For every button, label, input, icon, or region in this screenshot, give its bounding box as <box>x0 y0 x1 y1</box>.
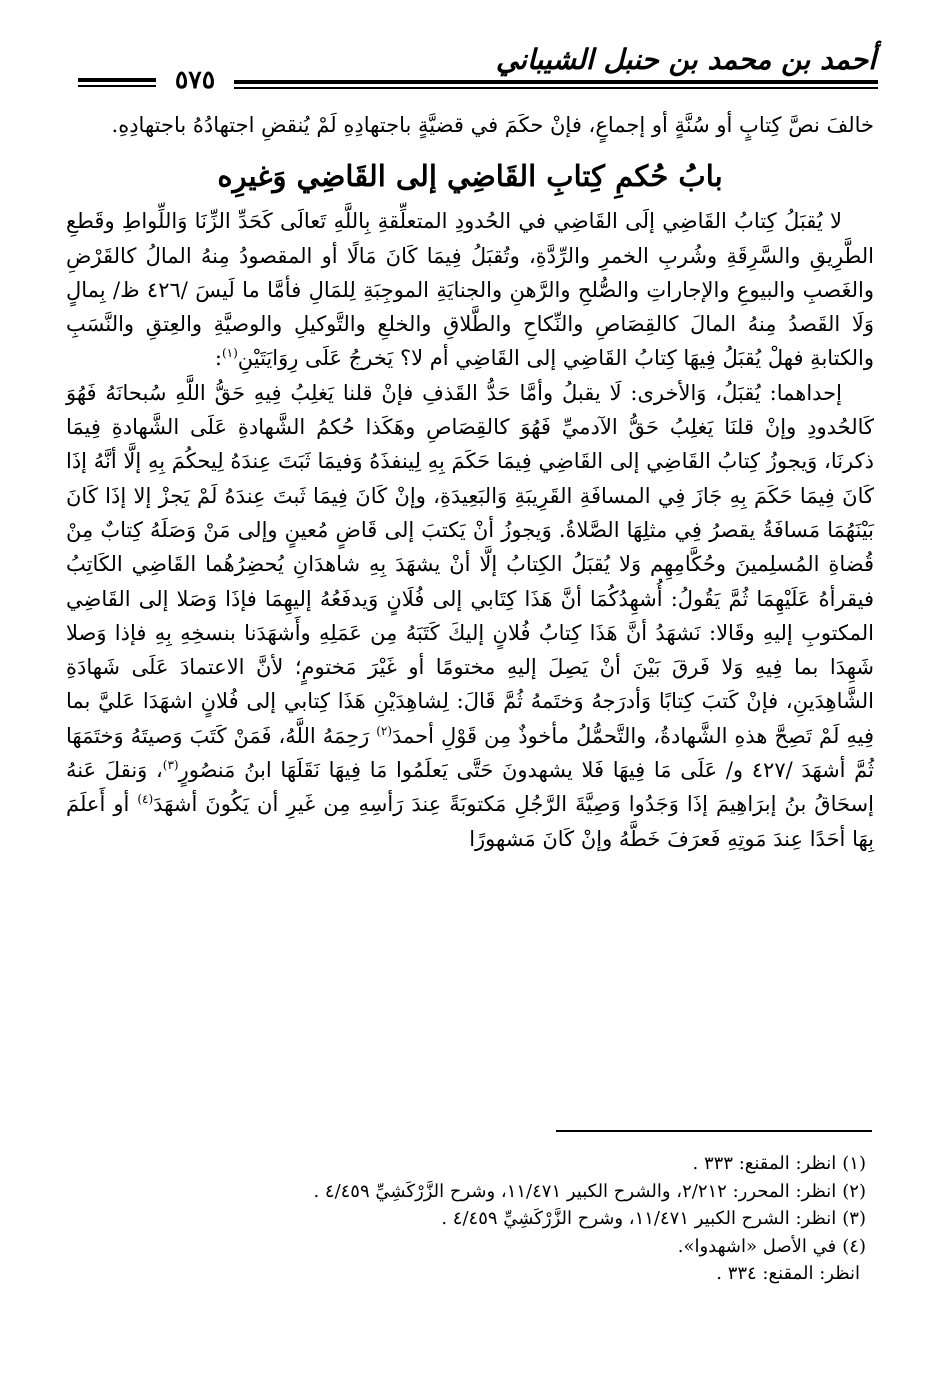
paragraph-2c-text: ، وَنقلَ عَنهُ إسحَاقُ بنُ إبرَاهِيمَ إذَا وَجَدُوا وَصِيَّةَ الرَّجُلِ مَكتوبَةً عِندَ رَأسِهِ مِن غَيرِ أن يَكُونَ أشهَدَ <box>66 758 874 817</box>
footnote-number: (٢) <box>842 1180 866 1202</box>
main-text <box>66 108 874 856</box>
paragraph-2d-text: أو أَعلَمَ بِهَا أحَدًا عِندَ مَوتِهِ فَعرَفَ خَطَّهُ وإنْ كَانَ مَشهورًا <box>66 792 874 851</box>
page-number: ٥٧٥ <box>174 65 216 94</box>
footnote-text: انظر: الشرح الكبير ١١/٤٧١، وشرح الزَّرْكَشِيِّ ٤/٤٥٩ . <box>441 1208 837 1229</box>
footnote-2 <box>106 1178 866 1206</box>
paragraph-2 <box>66 376 874 856</box>
paragraph-2a-text: إحداهما: يُقبَلُ، وَالأخرى: لَا يقبلُ وأمَّا حَدُّ القَذفِ فإنْ قلنا يَغلِبُ فِيهِ حَقُّ اللَّهِ سُبحانَهُ فَهُوَ كَالحُدودِ وإنْ قلنَا يَغلِبُ حَقُّ الآدميِّ فَهُوَ كالقِصَاصِ وهَكَذا حُكمُ الشَّهادةِ عَلَى الشَّهادةِ فِيمَا ذكرنَا، وَيجوزُ كِتابُ القَاضِي إلى القَاضِي فِيمَا حَكَمَ بِهِ لِينفذَهُ وَفيمَا ثَبَتَ عِندَهُ لِيحكُمَ بِهِ إلَّا أنَّهُ إذَا كَانَ فِيمَا حَكَمَ بِهِ جَازَ فِي المسافَةِ القَرِيبَةِ وَالبَعِيدَةِ، وإنْ كَانَ فِيمَا ثَبتَ عِندَهُ لَمْ يَجزْ إلا إذَا كَانَ بَيْنَهُمَا مَسافَةُ يقصرُ فِي مثلِهَا الصَّلاةُ. وَيجوزُ أنْ يَكتبَ إلى قَاضٍ مُعينٍ وإلى مَنْ وَصَلَهُ كِتابٌ مِنْ قُضاةِ المُسلِمينَ وحُكَّامِهِم وَلا يُقبَلُ الكِتابُ إلَّا أنْ يشهَدَ بِهِ شاهدَانِ يُحضِرُهُما القَاضِي الكَاتِبُ فيقرأهُ عَلَيْهِمَا ثُمَّ يَقُولُ: أُشهِدُكُمَا أنَّ هَذَا كِتَابي إلى فُلَانٍ وَيدفَعُهُ إليهِمَا فإذَا وَصَلا إلى القَاضِي المكتوبِ إليهِ وقَالا: نَشهَدُ أنَّ هَذَا كِتابُ فُلانٍ إليكَ كَتَبَهُ مِن عَمَلِهِ وأَشهَدَنا بنسخِهِ بِهِ فإذا وَصلا شَهِدَا بما فِيهِ وَلا فَرقَ بَيْنَ أنْ يَصِلَ إليهِ مختومًا أو غَيْرَ مَختومٍ؛ لأنَّ الاعتمادَ عَلَى شَهادَةِ الشَّاهِدَينِ، فإنْ كَتبَ كِتابًا وَأدرَجهُ وَختَمهُ ثُمَّ قَالَ: لِشاهِدَيْنِ هَذَا كِتابي إلى فُلانٍ اشهَدَا عَليَّ بما فِيهِ لَمْ تَصِحَّ هذهِ الشَّهادةُ، والتَّحمُّلُ مأخوذٌ مِن قَوْلِ أحمدَ <box>66 380 874 748</box>
footnote-text: انظر: المحرر: ٢/٢١٢، والشرح الكبير ١١/٤٧١، وشرح الزَّرْكَشِيِّ ٤/٤٥٩ . <box>313 1180 837 1202</box>
section-heading: بابُ حُكمِ كِتابِ القَاضِي إلى القَاضِي وَغيرِه <box>217 159 723 194</box>
footnote-ref-2[interactable]: (٢) <box>376 723 393 738</box>
footnote-ref-4[interactable]: (٤) <box>137 792 154 807</box>
footnote-text: في الأصل «اشهدوا». <box>677 1235 837 1257</box>
footnote-number: (١) <box>842 1153 866 1174</box>
intro-paragraph: خالفَ نصَّ كِتابٍ أو سُنَّةٍ أو إجماعٍ، فإنْ حكَمَ في قضيَّةٍ باجتهادِهِ لَمْ يُنقضِ اجتهادُهُ باجتهادِهِ. <box>111 113 874 137</box>
footnote-3 <box>106 1205 866 1233</box>
footnotes <box>106 1150 866 1288</box>
header-rule-left <box>78 78 156 87</box>
paragraph-1 <box>66 204 874 375</box>
footnote-number: (٣) <box>842 1208 866 1229</box>
footnote-1 <box>106 1150 866 1178</box>
paragraph-2b-text: رَحِمَهُ اللَّهُ، فَمَنْ كَتَبَ وَصيتَهُ وَختَمَهَا ثُمَّ أشهَدَ /٤٢٧ و/ عَلَى مَا فِيهَا فَلا يشهدونَ حَتَّى يَعلَمُوا مَا فِيهَا نَقَلَهَا ابنُ مَنصُورٍ <box>66 723 874 783</box>
footnote-separator <box>556 1130 872 1132</box>
paragraph-1-text: لا يُقبَلُ كِتابُ القَاضِي إلَى القَاضِي في الحُدودِ المتعلِّقةِ بِاللَّهِ تَعالَى كَحَدِّ الزِّنَا وَاللِّواطِ وقَطعِ الطَّرِيقِ والسَّرِقَةِ وشُربِ الخمرِ والرِّدَّةِ، وتُقبَلُ فِيمَا كَانَ مَالًا أو المقصودُ مِنهُ المالُ كالقَرْضِ والغَصبِ والبيوعِ والإجاراتِ والصُّلحِ والرَّهنِ والجنايَةِ الموجِبَةِ لِلمَالِ فأمَّا ما لَيسَ /٤٢٦ ظ/ بِمالٍ وَلَا القَصدُ مِنهُ المالَ كالقِصَاصِ والنِّكاحِ والطَّلاقِ والخلعِ والتَّوكيلِ والوصيَّةِ والعِتقِ والنَّسَبِ والكتابةِ فهلْ يُقبَلُ فِيهَا كِتابُ القَاضِي إلى القَاضِي أم لا؟ يَخرجُ عَلَى رِوَايَتَيْنِ <box>66 209 874 371</box>
footnote-ref-1[interactable]: (١) <box>221 346 238 361</box>
header-rule-right <box>234 80 878 89</box>
running-title: أحمد بن محمد بن حنبل الشيباني <box>495 43 876 76</box>
footnote-4 <box>106 1233 866 1261</box>
footnote-text: انظر: المقنع: ٣٣٣ . <box>692 1153 837 1174</box>
footnote-4-continued <box>106 1260 866 1288</box>
footnote-number: (٤) <box>842 1235 866 1257</box>
footnote-ref-3[interactable]: (٣) <box>162 758 179 773</box>
paragraph-1-end: : <box>214 346 222 371</box>
footnote-text: انظر: المقنع: ٣٣٤ . <box>716 1263 860 1284</box>
